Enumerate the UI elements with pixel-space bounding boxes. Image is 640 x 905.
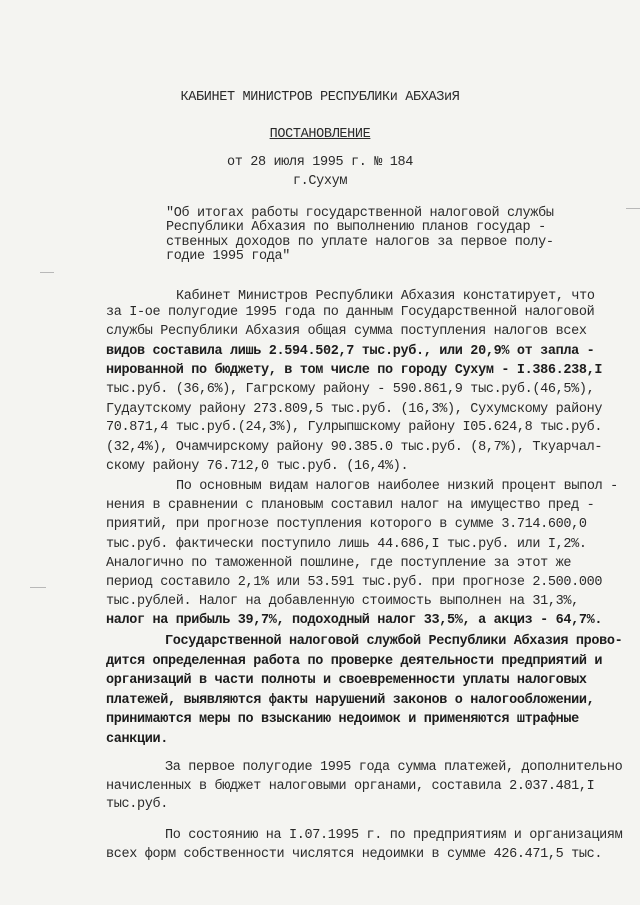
body-line: нения в сравнении с плановым составил налог на имущество пред - [106, 498, 595, 513]
cabinet-heading: КАБИНЕТ МИНИСТРОВ РЕСПУБЛИКи АБХАЗиЯ [180, 90, 460, 105]
body-line: (32,4%), Очамчирскому району 90.385.0 тыс.руб. (8,7%), Ткуарчал- [106, 440, 603, 455]
body-line: службы Республики Абхазия общая сумма поступления налогов всех [106, 324, 587, 339]
resolution-heading: ПОСТАНОВЛЕНИЕ [269, 127, 371, 142]
body-line: Государственной налоговой службой Республики Абхазия прово- [165, 634, 623, 649]
body-line: приятий, при прогнозе поступления которого в сумме 3.714.600,0 [106, 517, 587, 532]
body-line: тыс.рублей. Налог на добавленную стоимость выполнен на 31,3%, [106, 594, 579, 609]
body-line: санкции. [106, 732, 169, 747]
body-line: тыс.руб. фактически поступило лишь 44.686,I тыс.руб. или I,2%. [106, 537, 587, 552]
body-line: принимаются меры по взысканию недоимок и применяются штрафные [106, 712, 579, 727]
body-line: По состоянию на I.07.1995 г. по предприятиям и организациям [165, 828, 623, 843]
body-line: По основным видам налогов наиболее низкий процент выпол - [176, 479, 618, 494]
body-line: за I-ое полугодие 1995 года по данным Государственной налоговой [106, 305, 595, 320]
body-line: дится определенная работа по проверке деятельности предприятий и [106, 654, 603, 669]
date-number: от 28 июля 1995 г. № 184 [226, 155, 414, 170]
scan-mark [626, 208, 640, 209]
body-line: период составило 2,1% или 53.591 тыс.руб. при прогнозе 2.500.000 [106, 575, 603, 590]
scan-mark [30, 587, 46, 588]
body-line: платежей, выявляются факты нарушений законов о налогообложении, [106, 693, 595, 708]
body-line: скому району 76.712,0 тыс.руб. (16,4%). [106, 459, 409, 474]
body-line: тыс.руб. (36,6%), Гагрскому району - 590.861,9 тыс.руб.(46,5%), [106, 382, 595, 397]
body-line: Аналогично по таможенной пошлине, где поступление за этот же [106, 556, 572, 571]
title-line: годие 1995 года" [166, 249, 291, 264]
body-line: 70.871,4 тыс.руб.(24,3%), Гулрыпшскому району I05.624,8 тыс.руб. [106, 420, 603, 435]
body-line: Кабинет Министров Республики Абхазия констатирует, что [176, 289, 595, 304]
body-line: видов составила лишь 2.594.502,7 тыс.руб., или 20,9% от запла - [106, 344, 595, 359]
title-line: ственных доходов по уплате налогов за первое полу- [166, 235, 554, 250]
body-line: начисленных в бюджет налоговыми органами, составила 2.037.481,I [106, 779, 595, 794]
body-line: Гудаутскому району 273.809,5 тыс.руб. (16,3%), Сухумскому району [106, 402, 603, 417]
city-line: г.Сухум [292, 174, 348, 189]
scan-mark [40, 272, 54, 273]
body-line: всех форм собственности числятся недоимки в сумме 426.471,5 тыс. [106, 847, 603, 862]
body-line: налог на прибыль 39,7%, подоходный налог 33,5%, а акциз - 64,7%. [106, 613, 603, 628]
body-line: тыс.руб. [106, 797, 169, 812]
body-line: нированной по бюджету, в том числе по городу Сухум - I.386.238,I [106, 363, 603, 378]
title-line: "Об итогах работы государственной налоговой службы [166, 206, 554, 221]
body-line: За первое полугодие 1995 года сумма платежей, дополнительно [165, 760, 623, 775]
title-line: Республики Абхазия по выполнению планов государ - [166, 220, 546, 235]
body-line: организаций в части полноты и своевременности уплаты налоговых [106, 673, 587, 688]
